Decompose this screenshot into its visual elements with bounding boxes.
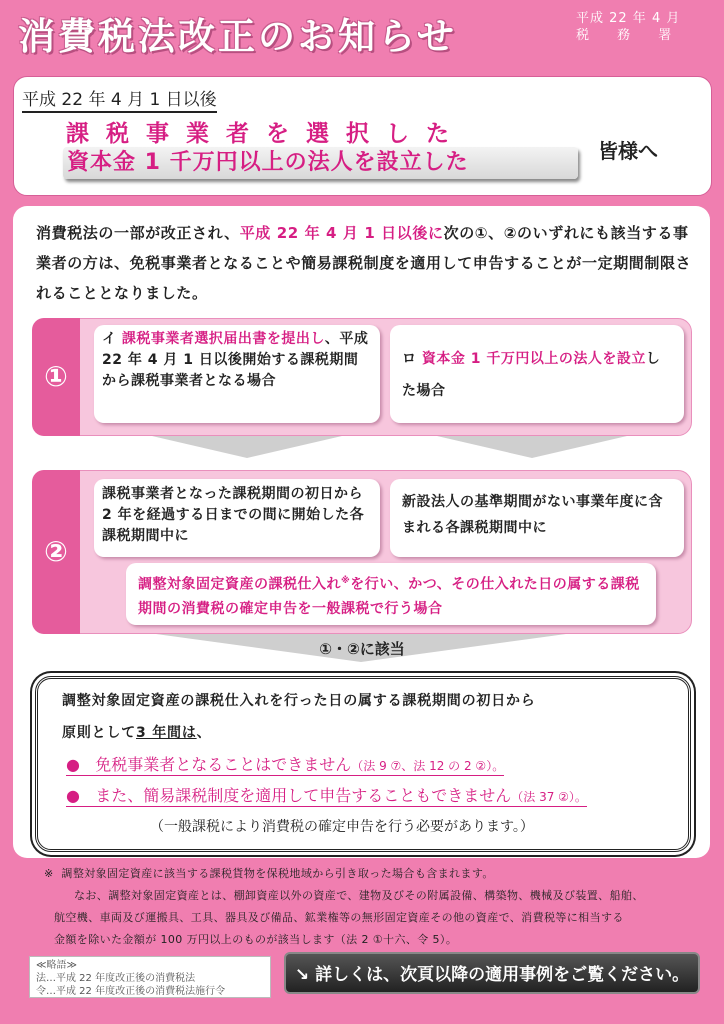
condition-2-bottom-a: 調整対象固定資産の課税仕入れ <box>138 576 341 593</box>
result-bullet-2-ref: （法 37 ②）。 <box>511 790 587 804</box>
addressee-line-2: 資本金 1 千万円以上の法人を設立した <box>67 150 469 175</box>
condition-2-left-card: 課税事業者となった課税期間の初日から 2 年を経過する日までの間に開始した各課税期間中に <box>94 479 380 557</box>
footnote-mark: ※ <box>44 867 54 880</box>
result-bullet-2-text: また、簡易課税制度を適用して申告することもできません <box>95 786 512 805</box>
addressee-line-2-box <box>63 147 578 179</box>
bullet-icon: ● <box>66 755 80 774</box>
result-line-2-pre: 原則として <box>62 725 136 741</box>
abbreviation-box <box>29 956 271 998</box>
intro-text <box>36 218 696 308</box>
effective-date: 平成 22 年 4 月 1 日以後 <box>22 85 217 113</box>
footnote-line-2: なお、調整対象固定資産とは、棚卸資産以外の資産で、建物及びその附属設備、構築物、機械及び装置、船舶、 <box>74 889 644 902</box>
condition-2-bottom-card <box>126 563 656 625</box>
arrow-down-right <box>437 436 627 458</box>
issue-date: 平成 22 年 4 月 <box>576 11 681 26</box>
result-bullet-1-ref: （法 9 ⑦、法 12 の 2 ②）。 <box>351 759 505 773</box>
applies-both-label: ①・②に該当 <box>319 640 405 658</box>
result-bullet-2 <box>66 783 587 807</box>
condition-1-ro-text: した場合 <box>402 351 661 399</box>
condition-2-bottom-b: を行い、かつ、その仕入れた日の属する課税期間の消費税の確定申告を一般課税で行う場合 <box>138 576 640 617</box>
issue-info <box>576 10 683 44</box>
footnote <box>44 863 684 951</box>
issuer-office: 税 務 署 <box>576 28 684 43</box>
abbreviation-law: 法…平成 22 年度改正後の消費税法 <box>36 973 196 984</box>
asterisk-mark: ※ <box>341 576 351 586</box>
condition-1-i-card <box>94 325 380 423</box>
condition-number-2: ② <box>32 470 80 634</box>
condition-2-right-card: 新設法人の基準期間がない事業年度に含まれる各課税期間中に <box>390 479 684 557</box>
page-title: 消費税法改正のお知らせ <box>18 15 457 58</box>
see-details-label: 詳しくは、次頁以降の適用事例をご覧ください。 <box>315 965 690 985</box>
result-bullet-1 <box>66 752 504 776</box>
footnote-line-3: 航空機、車両及び運搬具、工具、器具及び備品、鉱業権等の無形固定資産その他の資産で、消費税等に相当する <box>54 911 624 924</box>
footnote-line-1: ※ 調整対象固定資産に該当する課税貨物を保税地域から引き取った場合も含まれます。 <box>44 867 494 880</box>
intro-date-highlight: 平成 22 年 4 月 1 日以後に <box>239 224 444 242</box>
intro-part-1: 消費税法の一部が改正され、 <box>36 224 240 242</box>
result-note: （一般課税により消費税の確定申告を行う必要があります。） <box>150 819 534 835</box>
result-bullet-1-text: 免税事業者となることはできません <box>95 755 352 774</box>
intro-part-3: 次の①、②のいずれにも該当する事業者の方は、免税事業者となることや簡易課税制度を適用して申告することが一定期間制限されることとなりました。 <box>36 224 692 302</box>
footnote-line-4: 金額を除いた金額が 100 万円以上のものが該当します（法 2 ①十六、令 5）。 <box>54 933 458 946</box>
result-line-1: 調整対象固定資産の課税仕入れを行った日の属する課税期間の初日から <box>62 693 536 709</box>
condition-1-i-prefix: イ <box>102 331 117 347</box>
addressee-label: 皆様へ <box>598 139 658 163</box>
condition-1-i-highlight: 課税事業者選択届出書を提出し <box>121 331 325 347</box>
three-years-highlight: 3 年間は <box>136 725 197 741</box>
result-line-2-post: 、 <box>196 725 212 741</box>
condition-1-ro-highlight: 資本金 1 千万円以上の法人を設立 <box>421 351 646 367</box>
addressee-line-1: 課税事業者を選択した <box>66 121 466 147</box>
bullet-icon: ● <box>66 786 80 805</box>
condition-1-i-text: 、平成 22 年 4 月 1 日以後開始する課税期間から課税事業者となる場合 <box>102 331 369 389</box>
condition-1-ro-card <box>390 325 684 423</box>
arrow-down-left <box>152 436 342 458</box>
result-line-2 <box>62 722 211 742</box>
condition-1-ro-prefix: ロ <box>402 351 417 367</box>
condition-number-1: ① <box>32 318 80 436</box>
pointer-icon: ↘ <box>294 965 310 985</box>
abbreviation-order: 令…平成 22 年度改正後の消費税法施行令 <box>36 986 226 997</box>
see-details-button[interactable] <box>284 952 700 994</box>
abbreviation-title: ≪略語≫ <box>36 960 77 971</box>
